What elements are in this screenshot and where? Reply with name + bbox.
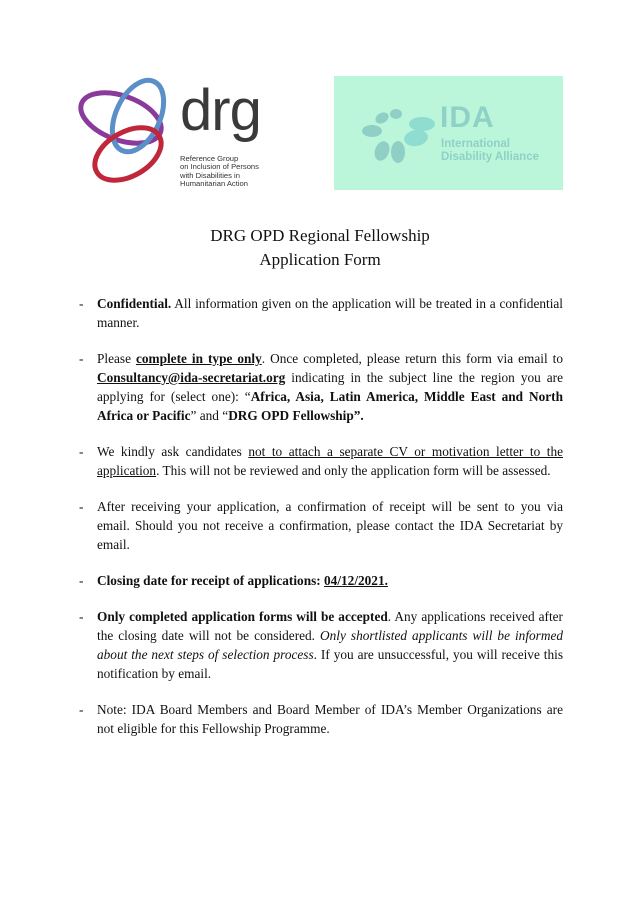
text-segment: After receiving your application, a confirmation of receipt will be sent to you via email. Should you not receive a confirmation, please contact the IDA Secretariat by email. (97, 499, 563, 552)
text-segment: Note: IDA Board Members and Board Member of IDA’s Member Organizations are not eligible for this Fellowship Programme. (97, 702, 563, 736)
list-item (79, 294, 563, 332)
list-item (79, 442, 563, 480)
ida-petals-icon (334, 76, 438, 190)
text-segment: complete in type only (135, 351, 262, 366)
bullet-dash: - (79, 351, 84, 366)
text-segment: Confidential. (97, 296, 172, 311)
ida-subtitle: International Disability Alliance (441, 138, 539, 163)
list-item (79, 700, 563, 738)
drg-logo (76, 76, 292, 188)
bullet-dash: - (79, 499, 84, 514)
list-item (79, 571, 563, 590)
text-segment: Closing date for receipt of applications: (97, 573, 325, 588)
bullet-dash: - (79, 609, 84, 624)
drg-wordmark: drg (180, 78, 261, 143)
drg-rings-icon (76, 76, 180, 188)
instructions-list (79, 294, 563, 755)
bullet-dash: - (79, 296, 84, 311)
text-segment: Please (97, 351, 136, 366)
email-link[interactable]: Consultancy@ida-secretariat.org (97, 370, 286, 385)
list-item (79, 349, 563, 425)
list-item (79, 607, 563, 683)
text-segment: . This will not be reviewed and only the application form will be assessed. (156, 463, 551, 478)
text-segment: Only completed application forms will be accepted (97, 609, 388, 624)
text-segment: All information given on the application will be treated in a confidential manner. (97, 296, 563, 330)
list-item (79, 497, 563, 554)
text-segment: . Once completed, please return this form via email to (261, 351, 563, 366)
bullet-dash: - (79, 573, 84, 588)
bullet-dash: - (79, 702, 84, 717)
text-segment: 04/12/2021. (324, 573, 388, 588)
text-segment: indicating in the subject line the region you are applying for (select one): “ (97, 370, 563, 404)
text-segment: Only shortlisted applicants will be informed about the next steps of selection process (97, 628, 563, 662)
bullet-dash: - (79, 444, 84, 459)
text-segment: We kindly ask candidates (97, 444, 249, 459)
text-segment: not to attach a separate CV or motivation letter to the application (97, 444, 563, 478)
text-segment: DRG OPD Fellowship”. (228, 408, 364, 423)
ida-title: IDA (440, 101, 495, 134)
page-title: DRG OPD Regional Fellowship Application Form (210, 226, 430, 269)
text-segment: . If you are unsuccessful, you will receive this notification by email. (97, 647, 563, 681)
text-segment: . Any applications received after the closing date will not be considered. (97, 609, 563, 643)
text-segment: Africa, Asia, Latin America, Middle East and North Africa or Pacific (97, 389, 563, 423)
ida-logo (334, 76, 563, 190)
text-segment: ” and “ (190, 408, 229, 423)
drg-subtitle: Reference Group on Inclusion of Persons with Disabilities in Humanitarian Action (180, 154, 259, 189)
